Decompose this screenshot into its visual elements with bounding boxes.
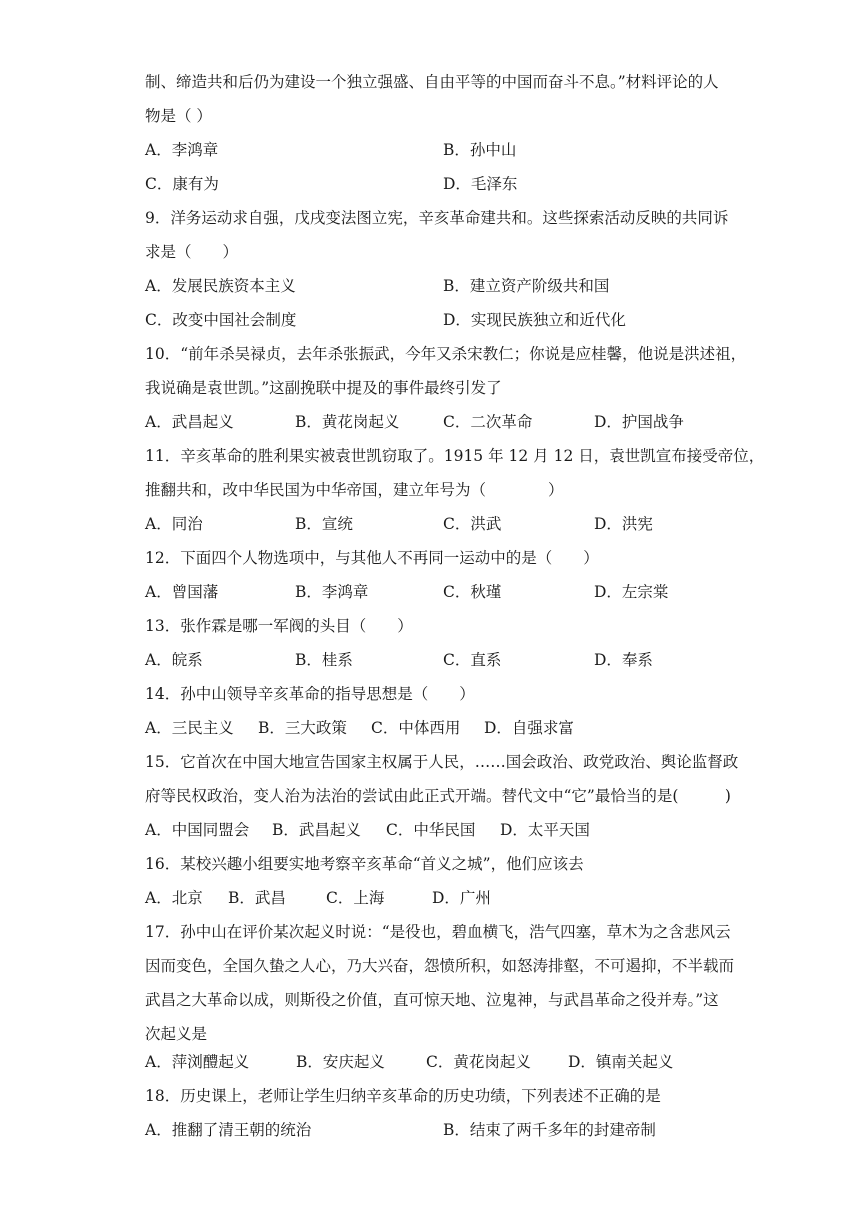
q16-stem: 16．某校兴趣小组要实地考察辛亥革命“首义之城”，他们应该去: [145, 855, 584, 873]
q9-stem-line-1: 9．洋务运动求自强，戊戌变法图立宪，辛亥革命建共和。这些探索活动反映的共同诉: [145, 209, 729, 227]
q17-option-c[interactable]: C．黄花岗起义: [426, 1053, 531, 1071]
q8-option-b[interactable]: B．孙中山: [443, 141, 517, 159]
q12-option-a[interactable]: A．曾国藩: [145, 583, 219, 601]
q10-option-a[interactable]: A．武昌起义: [145, 413, 234, 431]
q11-option-b[interactable]: B．宣统: [295, 515, 353, 533]
q12-option-d[interactable]: D．左宗棠: [594, 583, 669, 601]
q9-stem-line-2: 求是（ ）: [145, 243, 239, 261]
q11-option-d[interactable]: D．洪宪: [594, 515, 653, 533]
q18-stem: 18．历史课上，老师让学生归纳辛亥革命的历史功绩，下列表述不正确的是: [145, 1087, 661, 1105]
q15-option-a[interactable]: A．中国同盟会: [145, 821, 250, 839]
q10-stem-line-1: 10．“前年杀吴禄贞，去年杀张振武，今年又杀宋教仁；你说是应桂馨，他说是洪述祖，: [145, 345, 747, 363]
q11-option-c[interactable]: C．洪武: [443, 515, 502, 533]
q16-option-c[interactable]: C．上海: [326, 889, 385, 907]
q15-stem-line-2: 府等民权政治，变人治为法治的尝试由此正式开端。替代文中“它”最恰当的是( ): [145, 787, 731, 805]
q14-stem: 14．孙中山领导辛亥革命的指导思想是（ ）: [145, 685, 475, 703]
q17-option-d[interactable]: D．镇南关起义: [568, 1053, 674, 1071]
q14-option-d[interactable]: D．自强求富: [484, 719, 574, 737]
q10-option-b[interactable]: B．黄花岗起义: [295, 413, 400, 431]
q15-option-b[interactable]: B．武昌起义: [272, 821, 361, 839]
q13-option-b[interactable]: B．桂系: [295, 651, 353, 669]
q12-option-c[interactable]: C．秋瑾: [443, 583, 502, 601]
q12-stem: 12．下面四个人物选项中，与其他人不再同一运动中的是（ ）: [145, 549, 599, 567]
q10-option-c[interactable]: C．二次革命: [443, 413, 533, 431]
q8-option-d[interactable]: D．毛泽东: [443, 175, 518, 193]
q8-option-c[interactable]: C．康有为: [145, 175, 219, 193]
q18-option-b[interactable]: B．结束了两千多年的封建帝制: [443, 1121, 656, 1139]
q11-stem-line-1: 11．辛亥革命的胜利果实被袁世凯窃取了。1915 年 12 月 12 日，袁世凯宣布接受帝位，: [145, 447, 765, 465]
q9-option-b[interactable]: B．建立资产阶级共和国: [443, 277, 610, 295]
q17-option-b[interactable]: B．安庆起义: [296, 1053, 385, 1071]
q17-stem-line-3: 武昌之大革命以成，则斯役之价值，直可惊天地、泣鬼神，与武昌革命之役并寿。”这: [145, 991, 719, 1009]
q17-stem-line-4: 次起义是: [145, 1025, 208, 1043]
q10-option-d[interactable]: D．护国战争: [594, 413, 684, 431]
q14-option-a[interactable]: A．三民主义: [145, 719, 234, 737]
q9-option-d[interactable]: D．实现民族独立和近代化: [443, 311, 626, 329]
q9-option-c[interactable]: C．改变中国社会制度: [145, 311, 297, 329]
q16-option-b[interactable]: B．武昌: [228, 889, 286, 907]
q15-option-d[interactable]: D．太平天国: [500, 821, 590, 839]
q17-stem-line-2: 因而变色，全国久蛰之人心，乃大兴奋，怨愤所积，如怒涛排壑，不可遏抑，不半载而: [145, 957, 735, 975]
q15-stem-line-1: 15．它首次在中国大地宣告国家主权属于人民，……国会政治、政党政治、舆论监督政: [145, 753, 739, 771]
q13-option-c[interactable]: C．直系: [443, 651, 502, 669]
q8-stem-line-2: 物是（ ）: [145, 107, 212, 125]
q10-stem-line-2: 我说确是袁世凯。”这副挽联中提及的事件最终引发了: [145, 379, 502, 397]
q14-option-b[interactable]: B．三大政策: [258, 719, 347, 737]
q17-option-a[interactable]: A．萍浏醴起义: [145, 1053, 250, 1071]
q14-option-c[interactable]: C．中体西用: [371, 719, 461, 737]
q17-stem-line-1: 17．孙中山在评价某次起义时说：“是役也，碧血横飞，浩气四塞，草木为之含悲风云: [145, 923, 731, 941]
q16-option-a[interactable]: A．北京: [145, 889, 203, 907]
q11-option-a[interactable]: A．同治: [145, 515, 203, 533]
q13-option-d[interactable]: D．奉系: [594, 651, 653, 669]
q9-option-a[interactable]: A．发展民族资本主义: [145, 277, 296, 295]
q8-stem-line-1: 制、缔造共和后仍为建设一个独立强盛、自由平等的中国而奋斗不息。”材料评论的人: [145, 73, 719, 91]
q13-stem: 13．张作霖是哪一军阀的头目（ ）: [145, 617, 413, 635]
q18-option-a[interactable]: A．推翻了清王朝的统治: [145, 1121, 312, 1139]
q11-stem-line-2: 推翻共和，改中华民国为中华帝国，建立年号为（ ）: [145, 481, 564, 499]
q8-option-a[interactable]: A．李鸿章: [145, 141, 219, 159]
q12-option-b[interactable]: B．李鸿章: [295, 583, 369, 601]
q15-option-c[interactable]: C．中华民国: [386, 821, 476, 839]
q13-option-a[interactable]: A．皖系: [145, 651, 203, 669]
q16-option-d[interactable]: D．广州: [432, 889, 491, 907]
